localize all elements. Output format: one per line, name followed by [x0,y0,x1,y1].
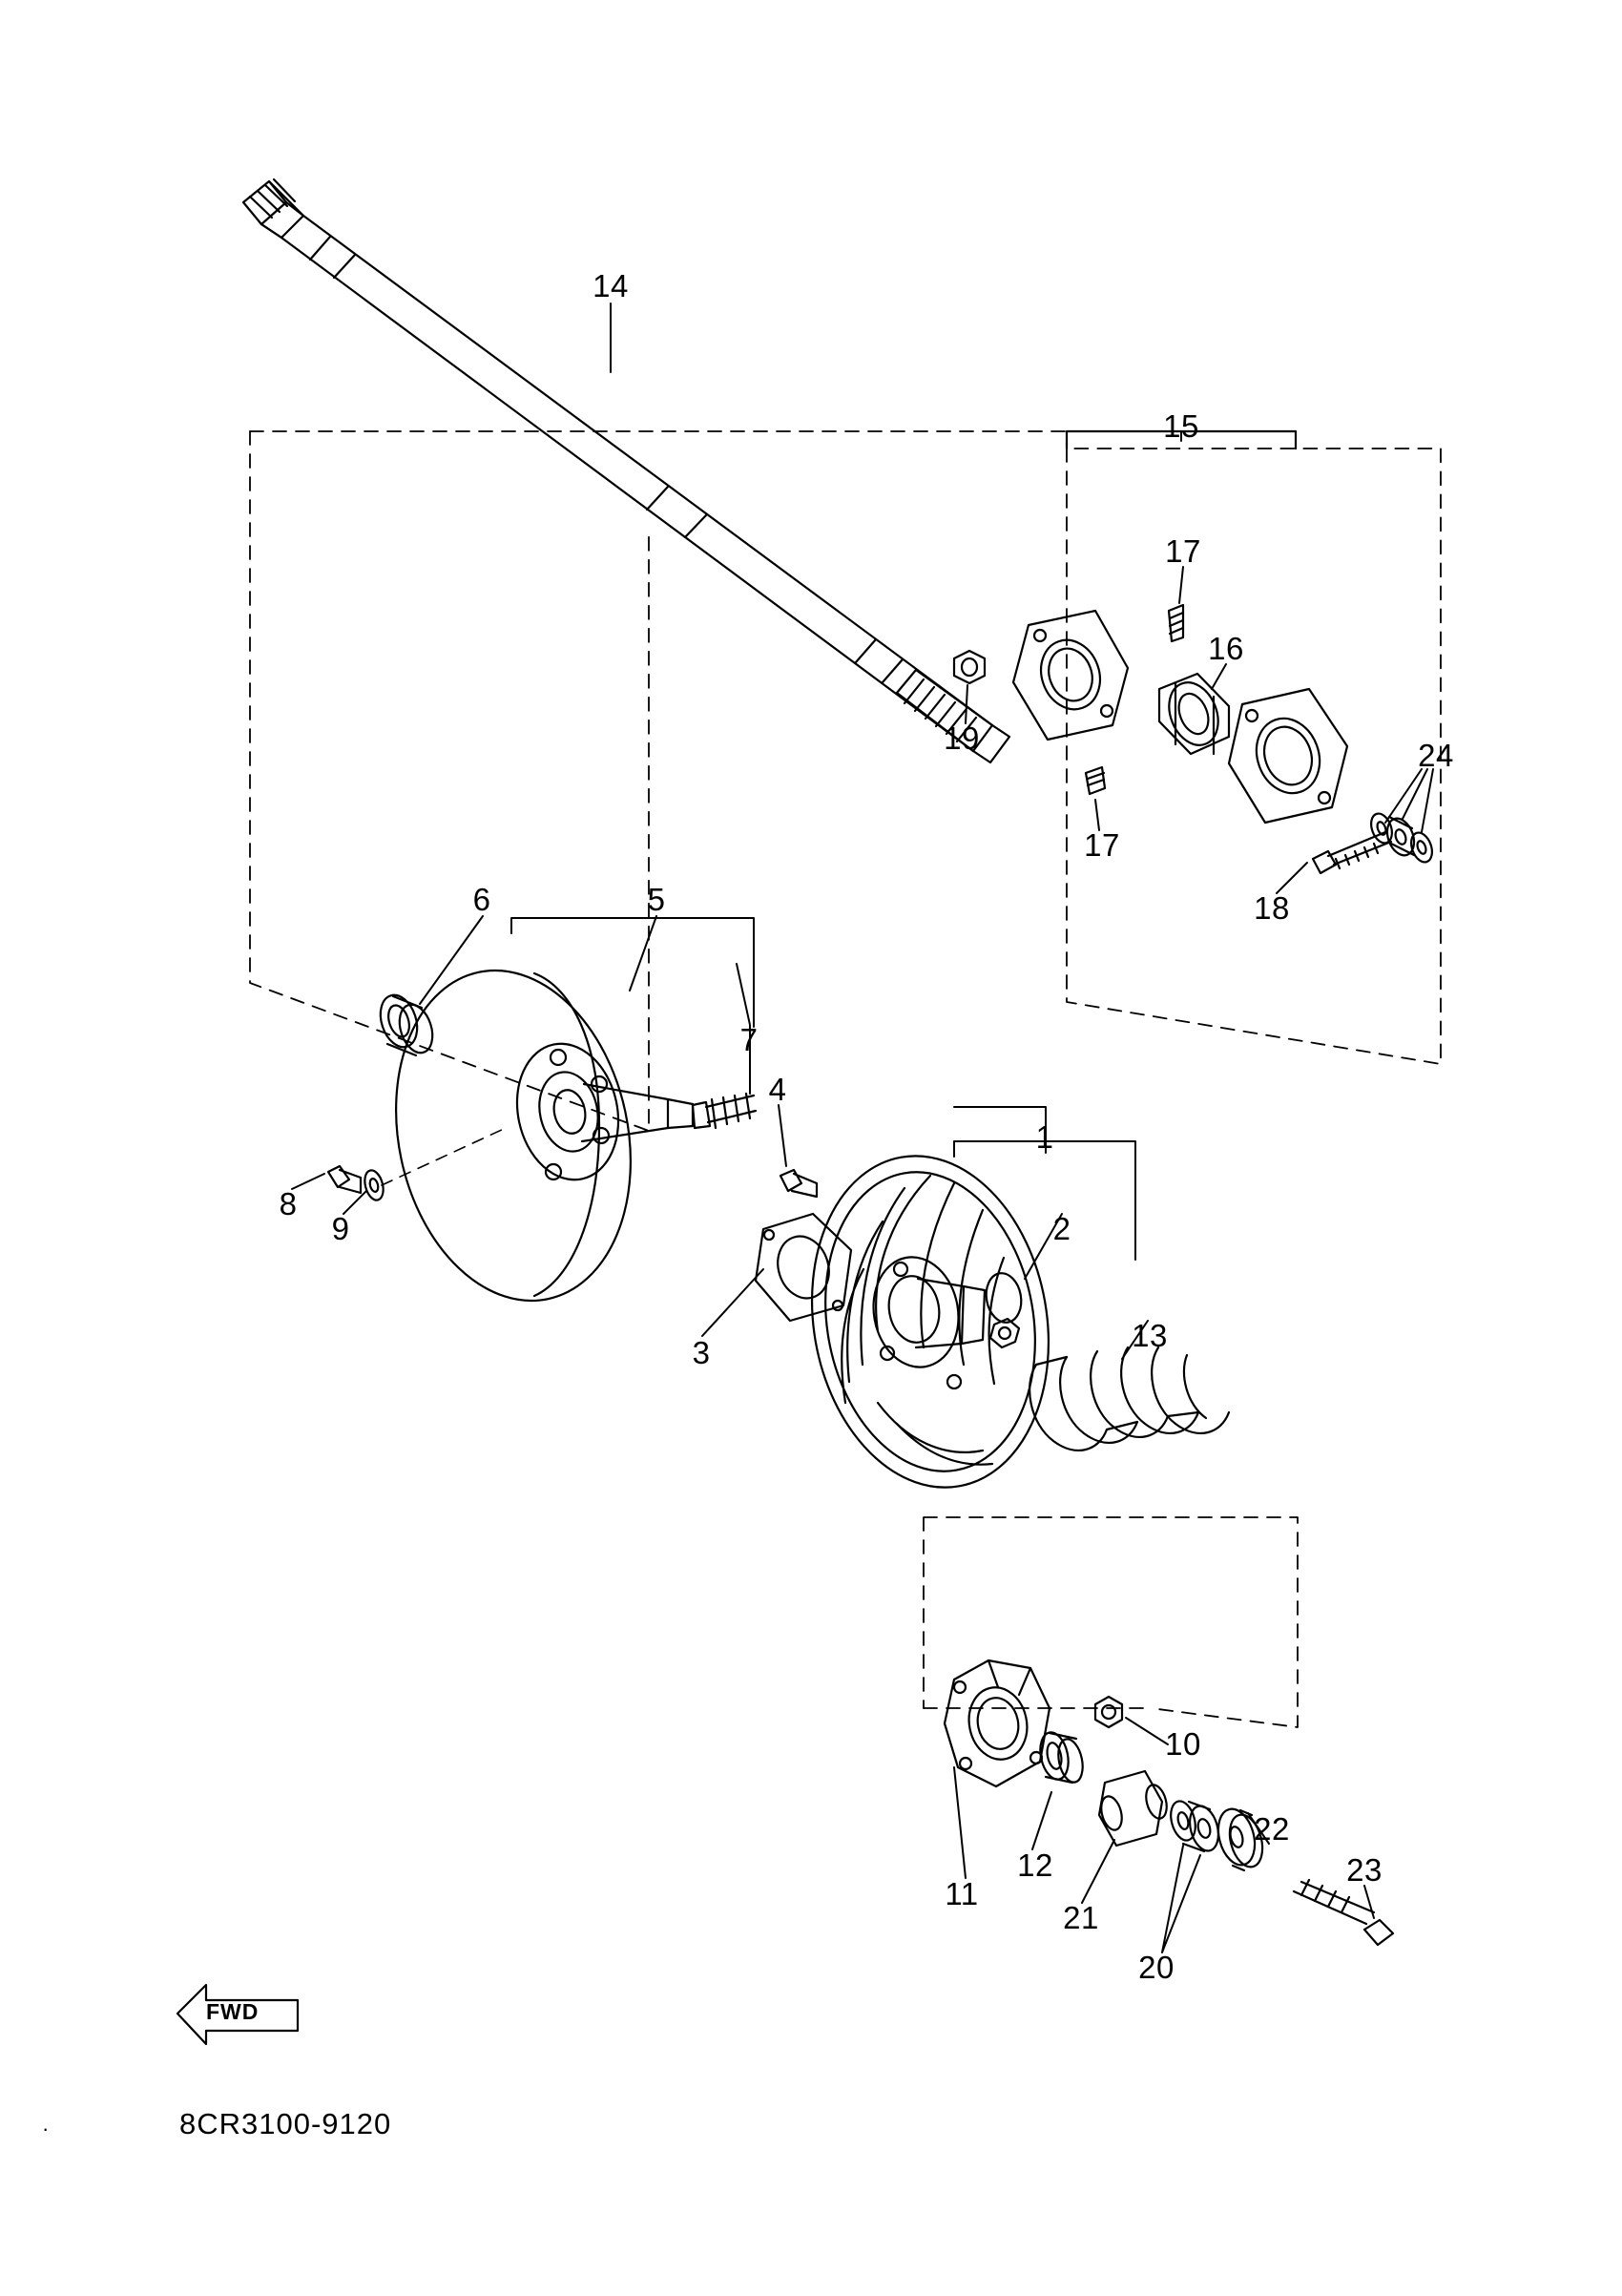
callout-20: 20 [1138,1950,1175,1985]
bolt-23 [1294,1880,1393,1945]
callout-18: 18 [1254,890,1290,926]
callout-16: 16 [1208,631,1244,666]
callout-3: 3 [692,1335,711,1370]
corner-dot: · [42,2117,50,2140]
fwd-label: FWD [206,1999,260,2024]
callout-10: 10 [1165,1726,1201,1762]
callout-2: 2 [1052,1211,1071,1246]
callout-13: 13 [1132,1318,1168,1353]
callout-4: 4 [768,1072,787,1107]
callout-14: 14 [593,268,629,303]
callout-15: 15 [1163,408,1199,444]
bearing-housing-15 [1229,689,1347,823]
callout-17-lower: 17 [1084,827,1120,863]
nut-19 [954,651,985,683]
callout-9: 9 [331,1211,350,1246]
callout-5: 5 [647,882,666,917]
bolt-18 [1313,832,1391,873]
screw-17-lower [1086,767,1105,794]
drive-axle-shaft [243,179,1009,762]
callout-1: 1 [1035,1119,1054,1155]
group-box-lower [924,1517,1298,1727]
screw-17-upper [1169,605,1183,641]
callout-17-upper: 17 [1165,533,1201,569]
spacer-21 [1098,1771,1171,1846]
callout-23: 23 [1346,1852,1383,1888]
callout-7: 7 [739,1022,759,1057]
bolt-7 [693,1094,756,1128]
group-box-15 [1067,449,1441,1064]
callout-8: 8 [279,1186,298,1221]
sheave-1 [786,1137,1073,1506]
group-box-left [250,431,782,1131]
callout-6: 6 [472,882,491,917]
callout-12: 12 [1017,1847,1053,1883]
leader-lines [292,303,1433,1952]
gasket-3 [756,1214,851,1321]
callout-22: 22 [1254,1811,1290,1847]
spring-13 [1029,1347,1229,1451]
bearing-housing-11 [945,1660,1050,1786]
washers-20 [1167,1799,1223,1854]
bushing-12 [1036,1730,1086,1785]
bolt-8 [328,1166,361,1193]
screw-4 [780,1170,817,1197]
callout-11: 11 [945,1876,979,1911]
bearing-16 [1159,674,1229,754]
part-number-label: 8CR3100-9120 [179,2107,392,2140]
washers-24 [1367,811,1436,866]
seal-flange-upper [1013,611,1128,740]
callout-19: 19 [944,720,980,756]
callout-21: 21 [1063,1900,1099,1935]
callout-24: 24 [1418,738,1454,773]
nut-10 [1095,1697,1122,1727]
bracket-5 [511,918,754,1027]
